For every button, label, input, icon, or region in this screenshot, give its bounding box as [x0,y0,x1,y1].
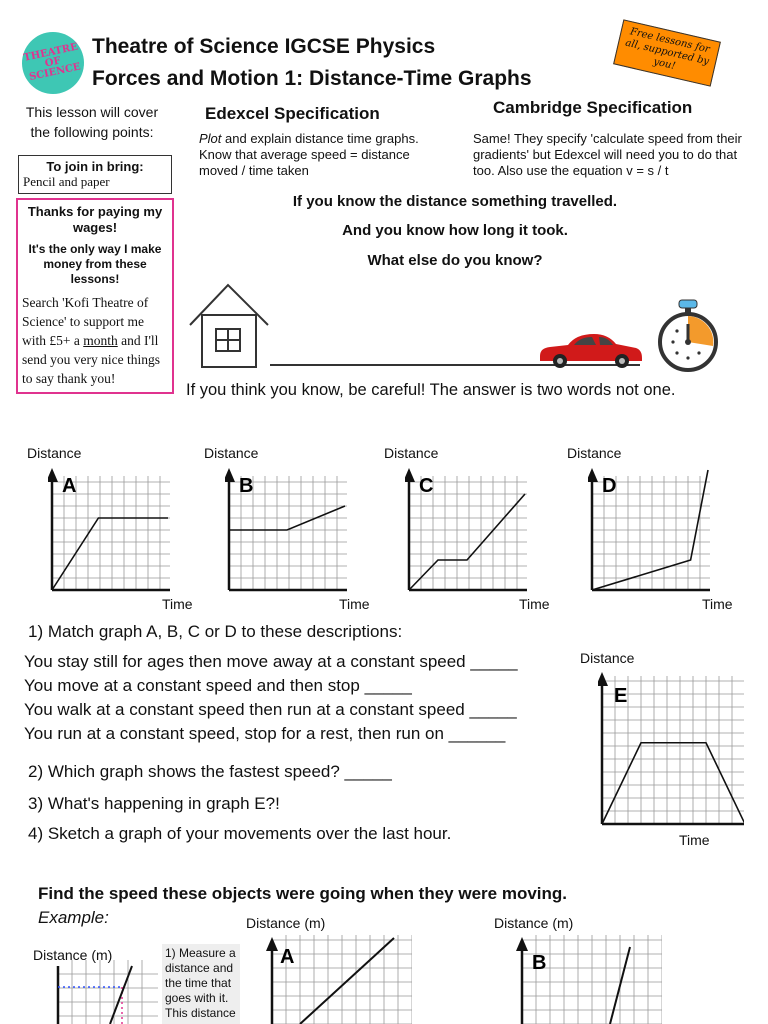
graph-b-distance-label: Distance [204,445,259,461]
stopwatch-icon [655,298,721,372]
graph-d-time-label: Time [702,596,733,612]
edexcel-text: Plot and explain distance time graphs. Know that average speed = distance moved / time taken [199,131,419,178]
example-note: 1) Measure a distance and the time that goes with it. This distance [162,944,240,1024]
theatre-of-science-logo: THEATRE OF SCIENCE [16,26,90,100]
speed-a-letter: A [280,946,295,968]
join-items: Pencil and paper [23,174,110,189]
speed-b-letter: B [532,952,547,974]
graph-e [598,672,744,826]
thanks-heading: Thanks for paying my wages! [27,204,163,235]
page-title-line2: Forces and Motion 1: Distance-Time Graphs [92,67,532,90]
description-1: You stay still for ages then move away at a constant speed _____ [24,652,518,671]
description-3: You walk at a constant speed then run at a constant speed _____ [24,700,517,719]
graph-e-line [602,743,744,824]
graph-c-time-label: Time [519,596,550,612]
free-lessons-tag: Free lessons for all, supported by you! [613,19,721,86]
careful-text: If you think you know, be careful! The answer is two words not one. [186,381,676,399]
description-2: You move at a constant speed and then stop _____ [24,676,412,695]
thanks-box [16,198,174,394]
graph-b-time-label: Time [339,596,370,612]
graph-a-distance-label: Distance [27,445,82,461]
car-icon [536,330,644,370]
question-else: What else do you know? [367,252,543,269]
graph-a [48,468,170,592]
graph-a-letter: A [62,475,77,497]
edexcel-title: Edexcel Specification [205,104,380,123]
thanks-body: Search 'Kofi Theatre of Science' to support me with £5+ a month and I'll send you very nice things to say thank you! [22,295,160,386]
lesson-cover-text: This lesson will cover the following points: [25,104,159,140]
example-label: Example: [38,908,109,927]
speed-graph-a [262,935,412,1024]
graph-c-distance-label: Distance [384,445,439,461]
page-title-line1: Theatre of Science IGCSE Physics [92,35,436,58]
speed-graph-b [512,935,662,1024]
question-time: And you know how long it took. [342,222,568,239]
example-graph [40,960,160,1024]
graph-e-letter: E [614,685,628,707]
cambridge-text: Same! They specify 'calculate speed from their gradients' but Edexcel will need you to do that too. Also use the equation v = s / t [473,131,742,178]
example-distance-label: Distance (m) [33,947,113,963]
match-heading: 1) Match graph A, B, C or D to these descriptions: [28,622,403,641]
graph-d-letter: D [602,475,617,497]
graph-d [588,468,710,592]
question-distance: If you know the distance something travelled. [292,193,618,210]
graph-a-time-label: Time [162,596,193,612]
speed-b-distance-label: Distance (m) [494,915,574,931]
graph-b-letter: B [239,475,254,497]
graph-e-time-label: Time [679,832,710,848]
join-box [18,155,172,194]
thanks-sub: It's the only way I make money from these lessons! [28,242,162,286]
speed-a-distance-label: Distance (m) [246,915,326,931]
join-heading: To join in bring: [46,159,144,174]
speed-heading: Find the speed these objects were going when they were moving. [38,884,567,903]
graph-d-distance-label: Distance [567,445,622,461]
graph-b [225,468,347,592]
graph-c-letter: C [419,475,434,497]
question-fastest: 2) Which graph shows the fastest speed? _____ [28,762,392,781]
cambridge-title: Cambridge Specification [493,98,693,117]
question-graph-e: 3) What's happening in graph E?! [28,794,280,813]
description-4: You run at a constant speed, stop for a rest, then run on ______ [24,724,506,743]
graph-c [405,468,527,592]
question-sketch: 4) Sketch a graph of your movements over the last hour. [28,824,452,843]
graph-e-distance-label: Distance [580,650,635,666]
house-icon [188,283,270,369]
month-link: month [83,333,118,348]
